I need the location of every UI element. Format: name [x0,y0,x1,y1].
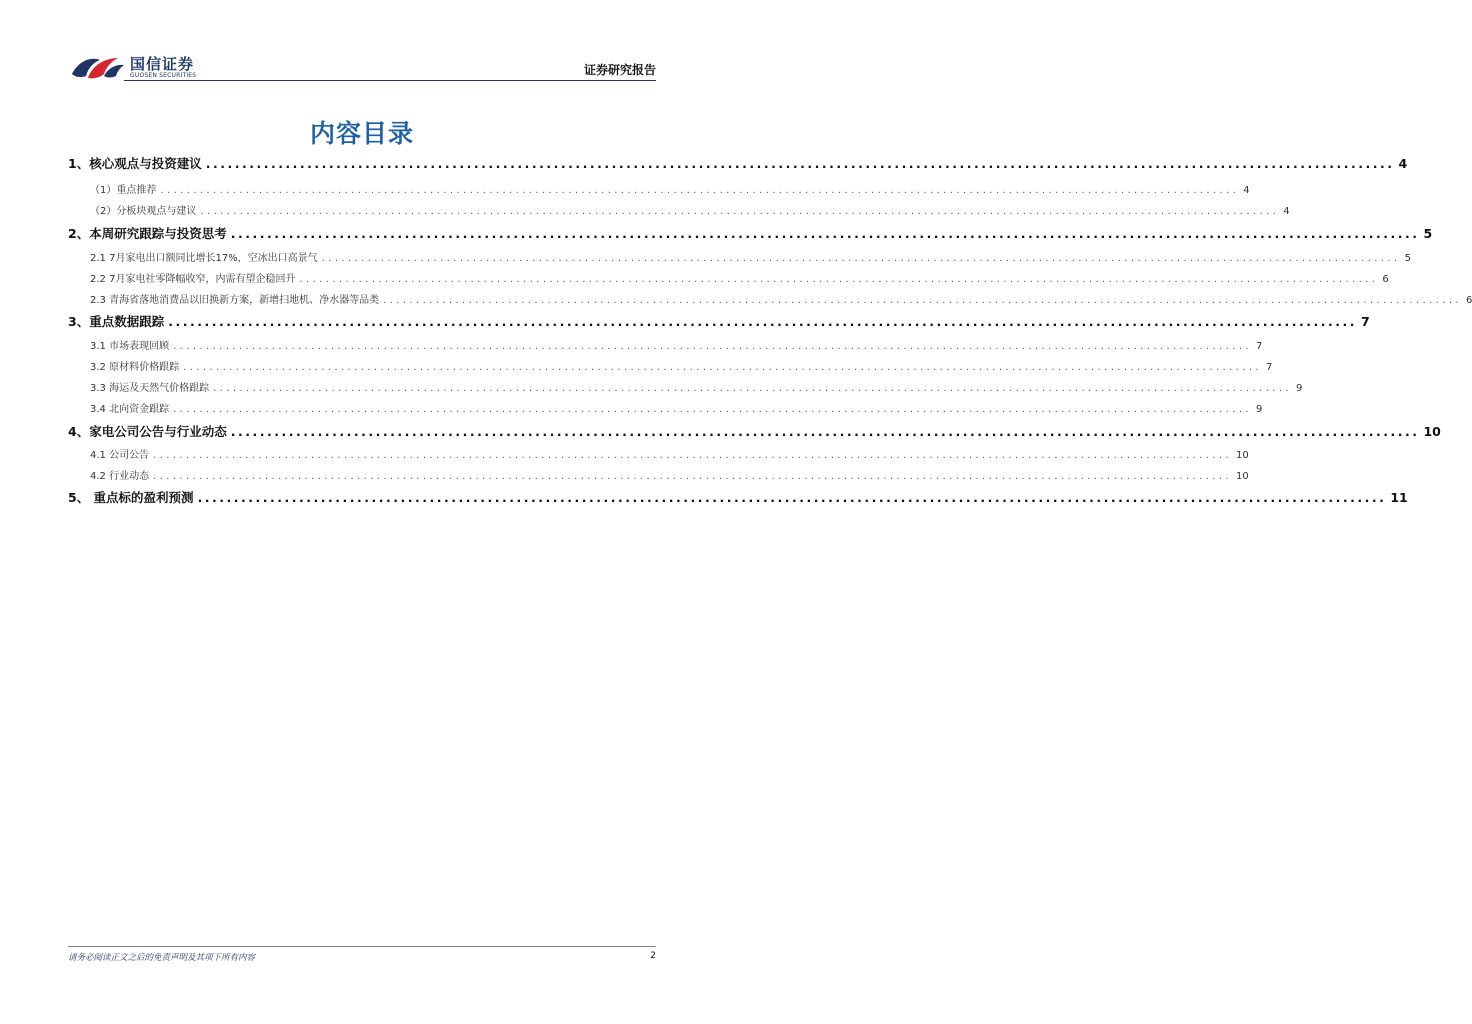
toc-entry-page: 5 [1423,226,1433,241]
toc-entry-page: 5 [1404,253,1411,264]
header-divider [124,80,656,81]
toc-entry-page: 4 [1398,156,1408,171]
toc-leader: .................................................................................................................................................................... [383,295,1463,306]
toc-leader: .................................................................................................................................................................... [153,471,1233,482]
toc-entry[interactable] [68,154,1408,172]
toc-leader: .................................................................................................................................................................... [173,341,1253,352]
toc-entry-label: （1）重点推荐 [90,185,157,196]
toc-entry-label: 4、家电公司公告与行业动态 [68,424,227,439]
footer-disclaimer: 请务必阅读正文之后的免责声明及其项下所有内容 [68,953,256,963]
guosen-logo-icon [70,52,126,82]
toc-entry-label: 2.2 7月家电社零降幅收窄，内需有望企稳回升 [90,274,296,285]
toc-entry[interactable] [68,337,1263,352]
toc-leader: .................................................................................................................................................................... [168,314,1357,329]
page-number: 2 [650,951,656,961]
toc-entry-label: （2）分板块观点与建议 [90,206,197,217]
toc-entry[interactable] [68,467,1249,482]
toc-leader: .................................................................................................................................................................... [230,424,1420,439]
toc-entry-label: 3.4 北向资金跟踪 [90,404,170,415]
toc-entry[interactable] [68,358,1273,373]
toc-entry-page: 6 [1466,295,1472,306]
toc-title: 内容目录 [309,119,414,148]
toc-entry-page: 4 [1243,185,1250,196]
toc-leader: .................................................................................................................................................................... [160,185,1240,196]
toc-leader: .................................................................................................................................................................... [321,253,1401,264]
toc-entry-label: 3.3 海运及天然气价格跟踪 [90,383,210,394]
page-header [68,50,656,84]
brand-name-en: GUOSEN SECURITIES [130,72,197,79]
toc-entry-label: 2、本周研究跟踪与投资思考 [68,226,227,241]
toc-entry-page: 10 [1423,424,1441,439]
toc-entry-label: 2.1 7月家电出口额同比增长17%，空冰出口高景气 [90,253,318,264]
toc-entry-page: 7 [1266,362,1273,373]
toc-entry[interactable] [68,379,1303,394]
toc-entry-label: 5、 重点标的盈利预测 [68,490,194,505]
toc-entry[interactable] [68,270,1389,285]
toc-entry-page: 6 [1382,274,1389,285]
toc-entry-label: 1、核心观点与投资建议 [68,156,202,171]
toc-entry-label: 2.3 青海省落地消费品以旧换新方案，新增扫地机、净水器等品类 [90,295,380,306]
toc-entry[interactable] [68,291,1472,306]
toc-entry[interactable] [68,202,1290,217]
toc-entry[interactable] [68,446,1249,461]
toc-entry-page: 9 [1256,404,1263,415]
toc-entry-label: 4.1 公司公告 [90,450,150,461]
toc-leader: .................................................................................................................................................................... [213,383,1293,394]
footer-divider [68,946,656,947]
toc-entry-page: 4 [1283,206,1290,217]
toc-entry-page: 10 [1236,471,1249,482]
toc-leader: .................................................................................................................................................................... [197,490,1387,505]
toc-leader: .................................................................................................................................................................... [205,156,1395,171]
toc-entry[interactable] [68,224,1433,242]
toc-entry[interactable] [68,181,1250,196]
toc-entry-label: 3.2 原材料价格跟踪 [90,362,180,373]
toc-entry[interactable] [68,488,1408,506]
report-type-label: 证券研究报告 [583,63,656,77]
toc-leader: .................................................................................................................................................................... [173,404,1253,415]
toc-entry[interactable] [68,312,1370,330]
company-logo [70,50,230,84]
toc-entry-page: 11 [1390,490,1408,505]
toc-leader: .................................................................................................................................................................... [230,226,1420,241]
toc-entry[interactable] [68,249,1411,264]
toc-entry-label: 3.1 市场表现回顾 [90,341,170,352]
toc-leader: .................................................................................................................................................................... [299,274,1379,285]
toc-entry-page: 7 [1256,341,1263,352]
toc-entry-page: 9 [1296,383,1303,394]
toc-entry[interactable] [68,400,1263,415]
toc-leader: .................................................................................................................................................................... [153,450,1233,461]
toc-entry-page: 7 [1360,314,1370,329]
toc-entry[interactable] [68,422,1441,440]
toc-leader: .................................................................................................................................................................... [183,362,1263,373]
toc-entry-page: 10 [1236,450,1249,461]
toc-leader: .................................................................................................................................................................... [200,206,1280,217]
brand-name-cn: 国信证券 [130,55,195,73]
toc-entry-label: 3、重点数据跟踪 [68,314,165,329]
toc-entry-label: 4.2 行业动态 [90,471,150,482]
